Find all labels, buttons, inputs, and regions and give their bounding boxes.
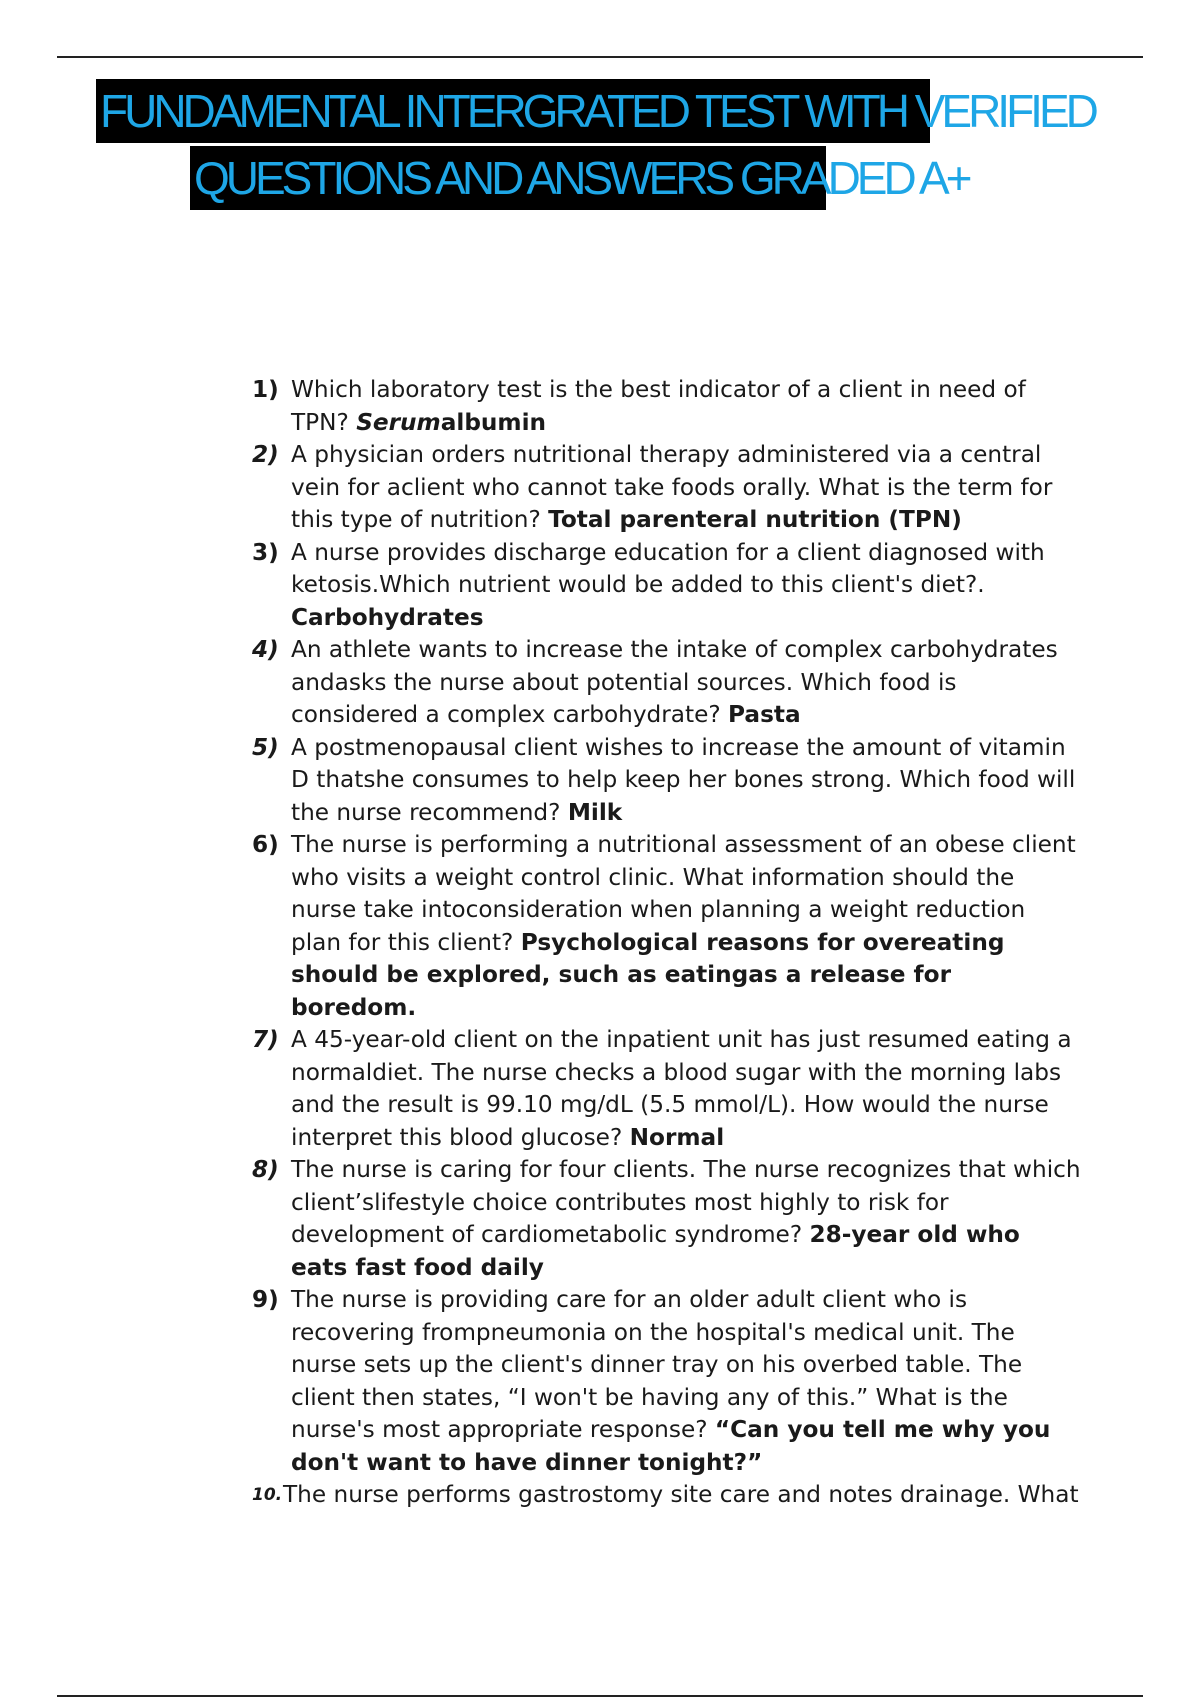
bottom-rule [57,1695,1143,1697]
question-number: 9) [252,1286,279,1313]
answer-text: 28-year old who eats fast food daily [291,1221,1020,1281]
question-item-2 [252,439,1082,537]
answer-text: Psychological reasons for overeating should be explored, such as eatingas a release for boredom. [291,928,1005,1021]
question-list [252,374,1082,1512]
answer-text: “Can you tell me why you don't want to have dinner tonight?” [291,1416,1051,1476]
question-number: 8) [252,1156,279,1183]
question-item-4 [252,634,1082,732]
question-number: 2) [252,441,279,468]
answer-text: Total parenteral nutrition (TPN) [548,506,962,533]
answer-text [356,409,546,436]
question-item-1 [252,374,1082,439]
document-title-line-2: QUESTIONS AND ANSWERS GRADED A+ [190,146,826,210]
question-text: The nurse is providing care for an older adult client who is recovering frompneumonia on the hospital's medical unit. The nurse sets up the client's dinner tray on his overbed table. The client then states, “I won't be having any of this.” What is the nurse's most appropriate response? [291,1286,1023,1443]
question-item-3 [252,537,1082,635]
document-title-line-1: FUNDAMENTAL INTERGRATED TEST WITH VERIFIED [96,79,930,143]
question-item-9 [252,1284,1082,1479]
question-item-10 [252,1479,1082,1512]
top-rule [57,56,1143,58]
question-text: A postmenopausal client wishes to increase the amount of vitamin D thatshe consumes to help keep her bones strong. Which food will the nurse recommend? [291,733,1076,826]
question-number: 1) [252,376,279,403]
question-text: The nurse is caring for four clients. The nurse recognizes that which client’slifestyle choice contributes most highly to risk for development of cardiometabolic syndrome? [291,1156,1081,1248]
answer-text: Carbohydrates [291,603,484,631]
answer-italic-part: Serum [356,408,441,436]
question-text: An athlete wants to increase the intake of complex carbohydrates andasks the nurse about potential sources. Which food is considered a complex carbohydrate? [291,636,1058,728]
question-number: 5) [252,733,279,761]
answer-rest: albumin [440,408,547,436]
question-text: A nurse provides discharge education for a client diagnosed with ketosis.Which nutrient would be added to this client's diet?. [291,538,1045,598]
question-item-7 [252,1024,1082,1154]
question-number: 4) [252,636,279,663]
question-text: Which laboratory test is the best indicator of a client in need of TPN? [291,376,1026,436]
question-item-8 [252,1154,1082,1284]
question-item-5 [252,732,1082,830]
answer-text: Normal [629,1123,725,1151]
answer-text: Pasta [728,701,801,728]
question-text: A 45-year-old client on the inpatient unit has just resumed eating a normaldiet. The nurse checks a blood sugar with the morning labs and the result is 99.10 mg/dL (5.5 mmol/L). How would the nurse interpret this blood glucose? [291,1026,1072,1151]
question-number: 6) [252,831,279,858]
question-number: 7) [252,1026,279,1053]
answer-text: Milk [567,798,623,826]
question-number: 10. [252,1485,283,1505]
question-text: A physician orders nutritional therapy administered via a central vein for aclient who cannot take foods orally. What is the term for this type of nutrition? [291,441,1053,533]
question-text: The nurse performs gastrostomy site care and notes drainage. What [283,1481,1079,1508]
question-number: 3) [252,538,279,566]
question-text: The nurse is performing a nutritional assessment of an obese client who visits a weight control clinic. What information should the nurse take intoconsideration when planning a weight reduction plan for this client? [291,831,1076,956]
question-item-6 [252,829,1082,1024]
